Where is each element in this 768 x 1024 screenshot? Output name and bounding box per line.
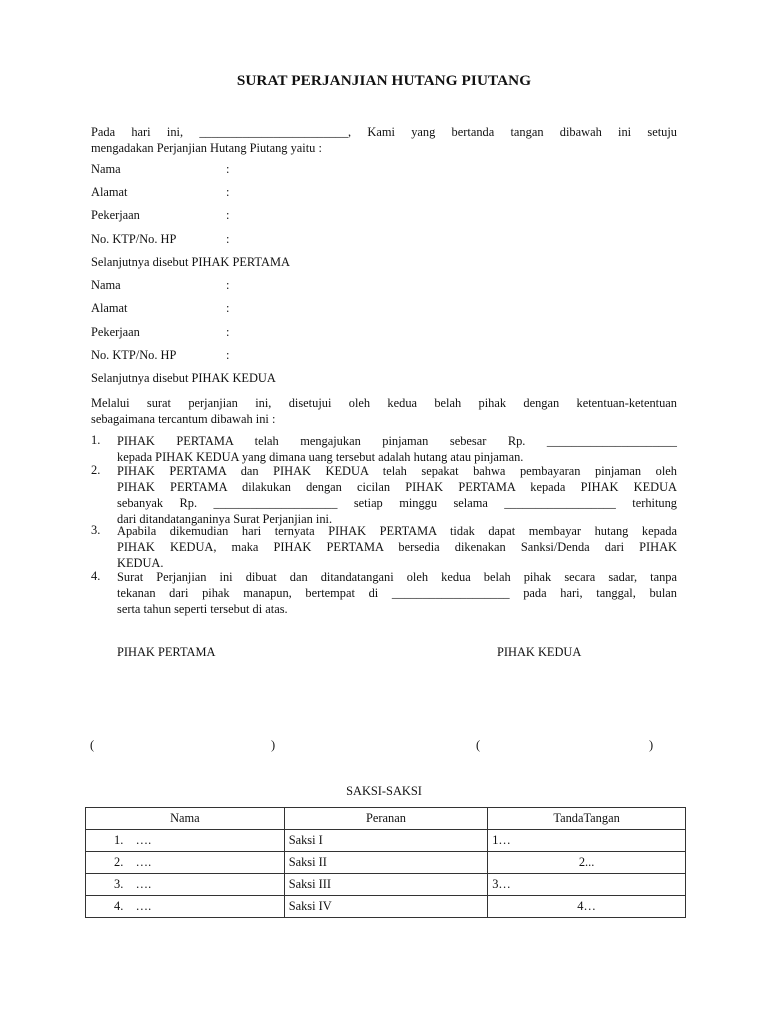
party2-name-colon: : xyxy=(226,278,230,292)
table-row xyxy=(86,852,686,874)
term-4-number: 4. xyxy=(91,569,101,583)
terms-intro-line-2: sebagaimana tercantum dibawah ini : xyxy=(91,412,276,426)
party2-job-colon: : xyxy=(226,325,230,339)
term-4-line: serta tahun seperti tersebut di atas. xyxy=(117,602,288,616)
witness-signature-cell: 1… xyxy=(488,830,686,852)
signature-left-open-paren: ( xyxy=(90,738,95,752)
terms-intro-line-1: Melalui surat perjanjian ini, disetujui oleh kedua belah pihak dengan ketentuan-ketentuan xyxy=(91,396,677,410)
party1-name-colon: : xyxy=(226,162,230,176)
term-2-line: PIHAK PERTAMA dilakukan dengan cicilan PIHAK PERTAMA kepada PIHAK KEDUA xyxy=(117,480,677,494)
witness-signature-cell: 3… xyxy=(488,874,686,896)
witness-signature-cell: 2... xyxy=(488,852,686,874)
witness-role-cell: Saksi I xyxy=(284,830,487,852)
column-header-nama: Nama xyxy=(86,808,285,830)
witness-table xyxy=(85,807,686,918)
witness-role-cell: Saksi II xyxy=(284,852,487,874)
column-header-tandatangan: TandaTangan xyxy=(488,808,686,830)
party2-job-label: Pekerjaan xyxy=(91,325,140,339)
party2-name-label: Nama xyxy=(91,278,121,292)
terms-intro-paragraph xyxy=(91,395,677,427)
term-1-body xyxy=(117,433,677,465)
intro-paragraph xyxy=(91,124,677,156)
term-3-line: PIHAK KEDUA, maka PIHAK PERTAMA bersedia dikenakan Sanksi/Denda dari PIHAK xyxy=(117,540,677,554)
signature-left-close-paren: ) xyxy=(271,738,276,752)
party1-ktp-label: No. KTP/No. HP xyxy=(91,232,177,246)
term-3-body xyxy=(117,523,677,571)
signature-right-open-paren: ( xyxy=(476,738,481,752)
party2-designation: Selanjutnya disebut PIHAK KEDUA xyxy=(91,371,276,385)
term-4-body xyxy=(117,569,677,617)
party1-job-label: Pekerjaan xyxy=(91,208,140,222)
signature-right-label: PIHAK KEDUA xyxy=(497,645,582,659)
witness-role-cell: Saksi III xyxy=(284,874,487,896)
party2-address-colon: : xyxy=(226,301,230,315)
party1-ktp-colon: : xyxy=(226,232,230,246)
term-1-line: PIHAK PERTAMA telah mengajukan pinjaman sebesar Rp. _____________________ xyxy=(117,434,677,448)
party1-address-label: Alamat xyxy=(91,185,128,199)
term-2-body xyxy=(117,463,677,527)
column-header-peranan: Peranan xyxy=(284,808,487,830)
witness-name-cell: 2. …. xyxy=(86,852,285,874)
term-3-line: Apabila dikemudian hari ternyata PIHAK PERTAMA tidak dapat membayar hutang kepada xyxy=(117,524,677,538)
term-3-number: 3. xyxy=(91,523,101,537)
term-2-number: 2. xyxy=(91,463,101,477)
witness-name-cell: 1. …. xyxy=(86,830,285,852)
term-4-line: Surat Perjanjian ini dibuat dan ditandatangani oleh kedua belah pihak secara sadar, tanpa xyxy=(117,570,677,584)
term-2-line: PIHAK PERTAMA dan PIHAK KEDUA telah sepakat bahwa pembayaran pinjaman oleh xyxy=(117,464,677,478)
document-title: SURAT PERJANJIAN HUTANG PIUTANG xyxy=(236,72,532,89)
witness-role-cell: Saksi IV xyxy=(284,896,487,918)
party1-address-colon: : xyxy=(226,185,230,199)
witness-name-cell: 4. …. xyxy=(86,896,285,918)
signature-right-close-paren: ) xyxy=(649,738,654,752)
table-row xyxy=(86,830,686,852)
party2-address-label: Alamat xyxy=(91,301,128,315)
intro-line-1: Pada hari ini, ________________________, Kami yang bertanda tangan dibawah ini setuju xyxy=(91,125,677,139)
witness-heading: SAKSI-SAKSI xyxy=(346,784,422,798)
signature-left-label: PIHAK PERTAMA xyxy=(117,645,216,659)
intro-line-2: mengadakan Perjanjian Hutang Piutang yaitu : xyxy=(91,141,322,155)
witness-name-cell: 3. …. xyxy=(86,874,285,896)
party2-ktp-label: No. KTP/No. HP xyxy=(91,348,177,362)
term-2-line: dari ditandatanganinya Surat Perjanjian ini. xyxy=(117,512,333,526)
witness-table-header xyxy=(86,808,686,830)
party1-job-colon: : xyxy=(226,208,230,222)
party1-designation: Selanjutnya disebut PIHAK PERTAMA xyxy=(91,255,290,269)
party2-ktp-colon: : xyxy=(226,348,230,362)
table-row xyxy=(86,874,686,896)
term-3-line: KEDUA. xyxy=(117,556,164,570)
term-1-line: kepada PIHAK KEDUA yang dimana uang tersebut adalah hutang atau pinjaman. xyxy=(117,450,524,464)
term-4-line: tekanan dari pihak manapun, bertempat di ___________________ pada hari, tanggal, bulan xyxy=(117,586,677,600)
party1-name-label: Nama xyxy=(91,162,121,176)
table-row xyxy=(86,896,686,918)
term-2-line: sebanyak Rp. ____________________ setiap minggu selama __________________ terhitung xyxy=(117,496,677,510)
term-1-number: 1. xyxy=(91,433,101,447)
witness-signature-cell: 4… xyxy=(488,896,686,918)
